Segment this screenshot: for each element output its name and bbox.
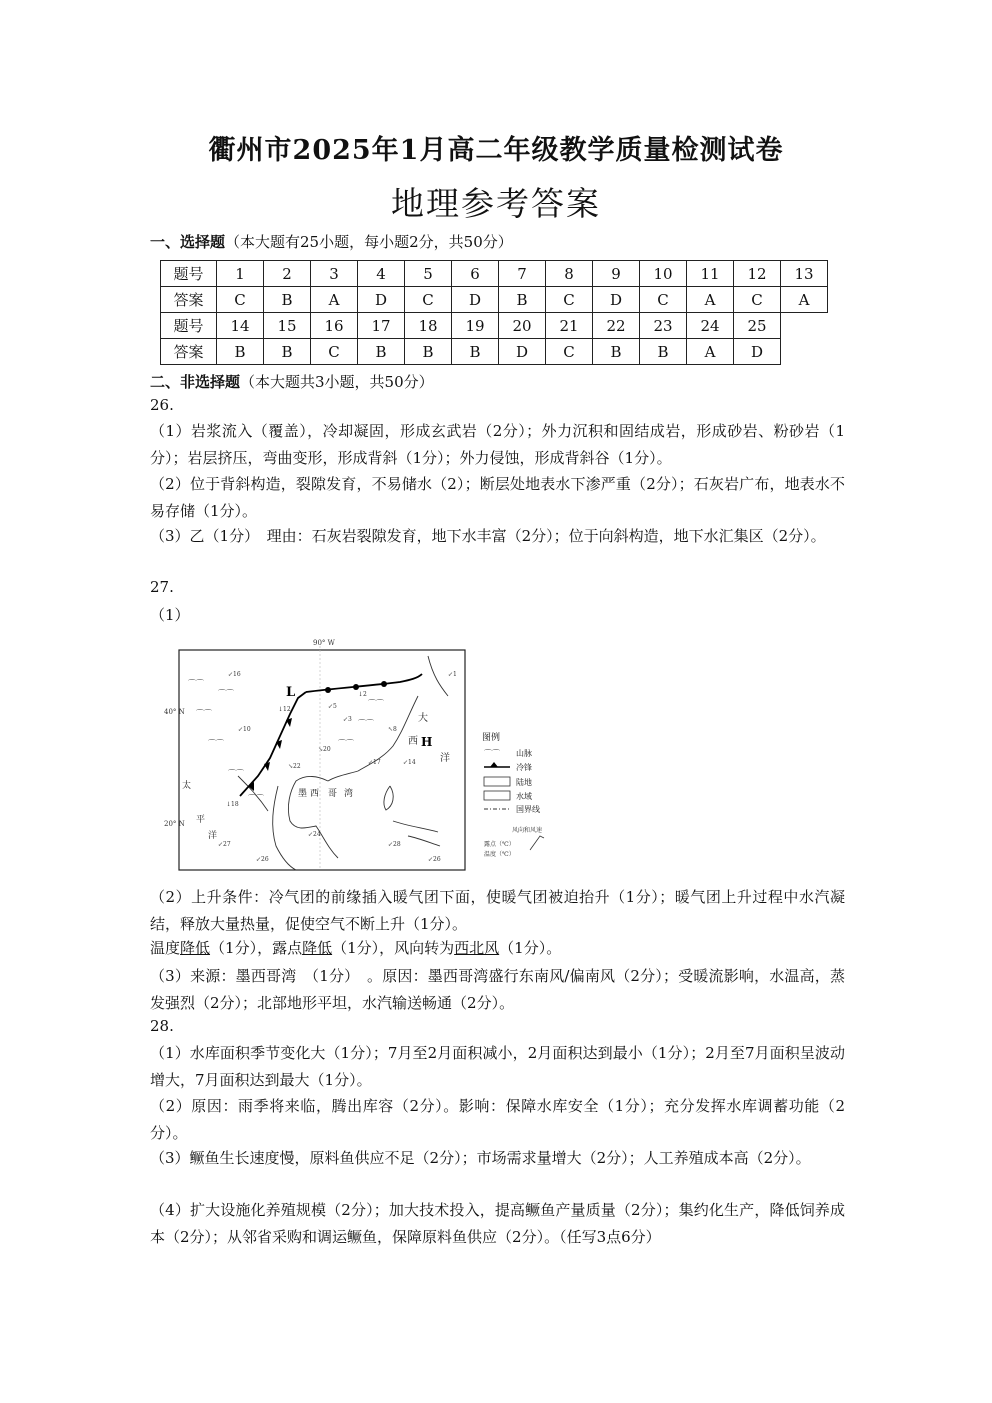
page-title: 衢州市2025年1月高二年级教学质量检测试卷 xyxy=(208,135,784,166)
answer-table xyxy=(160,260,828,365)
station-note-temp: 温度（℃） xyxy=(484,851,515,858)
table-cell: 5 xyxy=(405,261,452,287)
pacific-label-ping: 平 xyxy=(196,815,206,825)
ocean-label-da: 大 xyxy=(418,713,428,724)
table-cell: B xyxy=(264,287,311,313)
table-cell: B xyxy=(217,339,264,365)
table-cell: 23 xyxy=(640,313,687,339)
station-note-wind: 风向和风速 xyxy=(512,827,543,834)
table-cell: A xyxy=(311,287,358,313)
svg-text:⌒⌒: ⌒⌒ xyxy=(208,739,224,748)
underlined-answer: 西北风 xyxy=(454,939,500,957)
map-frame xyxy=(179,650,465,870)
svg-text:↙3: ↙3 xyxy=(343,716,352,723)
table-cell: D xyxy=(358,287,405,313)
svg-text:↙27: ↙27 xyxy=(218,841,231,848)
svg-text:↙26: ↙26 xyxy=(256,856,269,863)
table-row-numbers-2 xyxy=(161,313,828,339)
q27-answer-1: （1） xyxy=(150,606,190,624)
pacific-label-tai: 太 xyxy=(182,781,192,791)
legend-land: 陆地 xyxy=(516,778,532,787)
svg-text:↙28: ↙28 xyxy=(388,841,401,848)
row-label: 答案 xyxy=(161,287,217,313)
table-cell: D xyxy=(499,339,546,365)
table-cell: C xyxy=(311,339,358,365)
table-cell: 17 xyxy=(358,313,405,339)
table-cell: C xyxy=(640,287,687,313)
table-cell-empty xyxy=(781,313,828,339)
text-segment: （1分），露点 xyxy=(210,939,303,957)
table-cell: B xyxy=(640,339,687,365)
table-cell: B xyxy=(593,339,640,365)
table-cell: 22 xyxy=(593,313,640,339)
table-cell: 18 xyxy=(405,313,452,339)
q27-answer-2: （2）上升条件：冷气团的前缘插入暖气团下面，使暖气团被迫抬升（1分）；暖气团上升过程中水汽凝结，释放大量热量，促使空气不断上升（1分）。 xyxy=(150,888,845,933)
table-cell: C xyxy=(217,287,264,313)
row-label: 题号 xyxy=(161,313,217,339)
table-cell: A xyxy=(687,339,734,365)
gulf-label-3: 哥 xyxy=(328,789,338,799)
table-cell: B xyxy=(358,339,405,365)
q28-answer-1: （1）水库面积季节变化大（1分）；7月至2月面积减小，2月面积达到最小（1分）；2月至7月面积呈波动增大，7月面积达到最大（1分）。 xyxy=(150,1044,845,1089)
table-cell: 1 xyxy=(217,261,264,287)
table-cell: C xyxy=(546,287,593,313)
legend-water-icon xyxy=(484,791,510,800)
svg-text:⌒⌒: ⌒⌒ xyxy=(188,679,204,688)
legend-water: 水域 xyxy=(516,792,532,801)
legend-land-icon xyxy=(484,777,510,786)
svg-text:⌒⌒: ⌒⌒ xyxy=(248,794,264,803)
svg-text:↙1: ↙1 xyxy=(448,671,457,678)
table-cell: 25 xyxy=(734,313,781,339)
legend-border: 国界线 xyxy=(516,805,540,814)
low-pressure-label: L xyxy=(286,685,296,700)
table-cell: 8 xyxy=(546,261,593,287)
legend-mountain: 山脉 xyxy=(516,749,532,758)
lat40-label: 40° N xyxy=(164,708,185,716)
high-pressure-label: H xyxy=(421,735,433,749)
gulf-label-4: 湾 xyxy=(344,789,354,799)
table-cell: B xyxy=(499,287,546,313)
table-cell: 6 xyxy=(452,261,499,287)
pacific-label-yang: 洋 xyxy=(208,831,218,841)
q27-answer-2b xyxy=(150,937,561,958)
section1-title: 一、选择题 xyxy=(150,233,226,251)
legend-title: 图例 xyxy=(482,733,501,743)
weather-map xyxy=(164,636,568,872)
section2-heading xyxy=(150,371,434,392)
section2-note: （本大题共3小题，共50分） xyxy=(240,373,434,391)
legend-front-triangle xyxy=(490,762,498,767)
station-note-dew: 露点（℃） xyxy=(484,841,515,848)
q27-answer-3: （3）来源：墨西哥湾 （1分） 。原因：墨西哥湾盛行东南风/偏南风（2分）；受暖流影响，水温高，蒸发强烈（2分）；北部地形平坦，水汽输送畅通（2分）。 xyxy=(150,967,845,1012)
page-subtitle: 地理参考答案 xyxy=(391,184,601,223)
table-cell: 24 xyxy=(687,313,734,339)
svg-text:⌒⌒: ⌒⌒ xyxy=(218,689,234,698)
row-label: 题号 xyxy=(161,261,217,287)
q26-answer-1: （1）岩浆流入（覆盖），冷却凝固，形成玄武岩（2分）；外力沉积和固结成岩，形成砂岩、粉砂岩（1分）；岩层挤压，弯曲变形，形成背斜（1分）；外力侵蚀，形成背斜谷（1分）。 xyxy=(150,422,845,467)
q28-number: 28. xyxy=(150,1017,174,1035)
table-cell: 20 xyxy=(499,313,546,339)
table-row-answers-1 xyxy=(161,287,828,313)
table-cell: 13 xyxy=(781,261,828,287)
svg-text:↖8: ↖8 xyxy=(388,726,397,733)
svg-text:↙17: ↙17 xyxy=(368,759,381,766)
underlined-answer: 降低 xyxy=(180,939,211,957)
table-cell: 4 xyxy=(358,261,405,287)
svg-text:↙24: ↙24 xyxy=(308,831,321,838)
table-cell: B xyxy=(452,339,499,365)
svg-text:↓18: ↓18 xyxy=(226,801,239,808)
svg-text:↙26: ↙26 xyxy=(428,856,441,863)
table-cell: D xyxy=(452,287,499,313)
table-cell: D xyxy=(593,287,640,313)
q28-answer-3: （3）鳜鱼生长速度慢，原料鱼供应不足（2分）；市场需求量增大（2分）；人工养殖成本高（2分）。 xyxy=(150,1149,811,1167)
table-cell: 2 xyxy=(264,261,311,287)
legend-cold-front: 冷锋 xyxy=(516,763,532,772)
table-cell: A xyxy=(687,287,734,313)
table-cell-empty xyxy=(781,339,828,365)
table-cell: 10 xyxy=(640,261,687,287)
table-cell: 16 xyxy=(311,313,358,339)
map-legend xyxy=(482,731,544,858)
gulf-label-2: 西 xyxy=(310,789,320,799)
svg-text:↙16: ↙16 xyxy=(228,671,241,678)
svg-text:⌒⌒: ⌒⌒ xyxy=(358,719,374,728)
q26-answer-2: （2）位于背斜构造，裂隙发育，不易储水（2）；断层处地表水下渗严重（2分）；石灰岩广布，地表水不易存储（1分）。 xyxy=(150,475,845,520)
svg-text:↙10: ↙10 xyxy=(238,726,251,733)
lat20-label: 20° N xyxy=(164,820,185,828)
table-cell: 3 xyxy=(311,261,358,287)
svg-text:↓12: ↓12 xyxy=(278,706,291,713)
table-cell: 7 xyxy=(499,261,546,287)
lon-label: 90° W xyxy=(313,639,335,647)
gulf-label-1: 墨 xyxy=(298,789,308,799)
ocean-label-yang: 洋 xyxy=(440,753,450,764)
svg-text:↓2: ↓2 xyxy=(358,691,367,698)
table-cell: 15 xyxy=(264,313,311,339)
row-label: 答案 xyxy=(161,339,217,365)
table-cell: C xyxy=(734,287,781,313)
svg-text:⌒⌒: ⌒⌒ xyxy=(196,709,212,718)
legend-mountain-icon: ⌒⌒ xyxy=(484,749,500,758)
svg-text:⌒⌒: ⌒⌒ xyxy=(338,739,354,748)
section1-note: （本大题有25小题，每小题2分，共50分） xyxy=(225,233,513,251)
svg-text:↘22: ↘22 xyxy=(288,763,301,770)
table-cell: A xyxy=(781,287,828,313)
text-segment: （1分）。 xyxy=(499,939,562,957)
text-segment: 温度 xyxy=(150,939,181,957)
q26-number: 26. xyxy=(150,396,174,414)
table-cell: B xyxy=(405,339,452,365)
ocean-label-xi: 西 xyxy=(408,736,418,747)
svg-text:⌒⌒: ⌒⌒ xyxy=(368,699,384,708)
table-cell: 21 xyxy=(546,313,593,339)
table-cell: C xyxy=(546,339,593,365)
section1-heading xyxy=(150,231,513,252)
table-cell: 14 xyxy=(217,313,264,339)
table-cell: 19 xyxy=(452,313,499,339)
table-cell: D xyxy=(734,339,781,365)
q27-number: 27. xyxy=(150,578,174,596)
table-cell: B xyxy=(264,339,311,365)
svg-text:↙14: ↙14 xyxy=(403,759,416,766)
svg-text:⌒⌒: ⌒⌒ xyxy=(228,769,244,778)
q26-answer-3: （3）乙（1分） 理由：石灰岩裂隙发育，地下水丰富（2分）；位于向斜构造，地下水汇集区（2分）。 xyxy=(150,527,826,545)
svg-text:↘20: ↘20 xyxy=(318,746,331,753)
table-cell: 12 xyxy=(734,261,781,287)
text-segment: （1分），风向转为 xyxy=(332,939,455,957)
table-row-numbers-1 xyxy=(161,261,828,287)
table-cell: C xyxy=(405,287,452,313)
q28-answer-2: （2）原因：雨季将来临，腾出库容（2分）。影响：保障水库安全（1分）；充分发挥水库调蓄功能（2分）。 xyxy=(150,1097,845,1142)
table-cell: 11 xyxy=(687,261,734,287)
underlined-answer: 降低 xyxy=(302,939,333,957)
q28-answer-4: （4）扩大设施化养殖规模（2分）；加大技术投入，提高鳜鱼产量质量（2分）；集约化生产，降低饲养成本（2分）；从邻省采购和调运鳜鱼，保障原料鱼供应（2分）。（任写3点6分） xyxy=(150,1201,845,1246)
table-row-answers-2 xyxy=(161,339,828,365)
section2-title: 二、非选择题 xyxy=(150,373,241,391)
table-cell: 9 xyxy=(593,261,640,287)
svg-text:↙5: ↙5 xyxy=(328,703,337,710)
station-wind-icon xyxy=(530,836,544,850)
